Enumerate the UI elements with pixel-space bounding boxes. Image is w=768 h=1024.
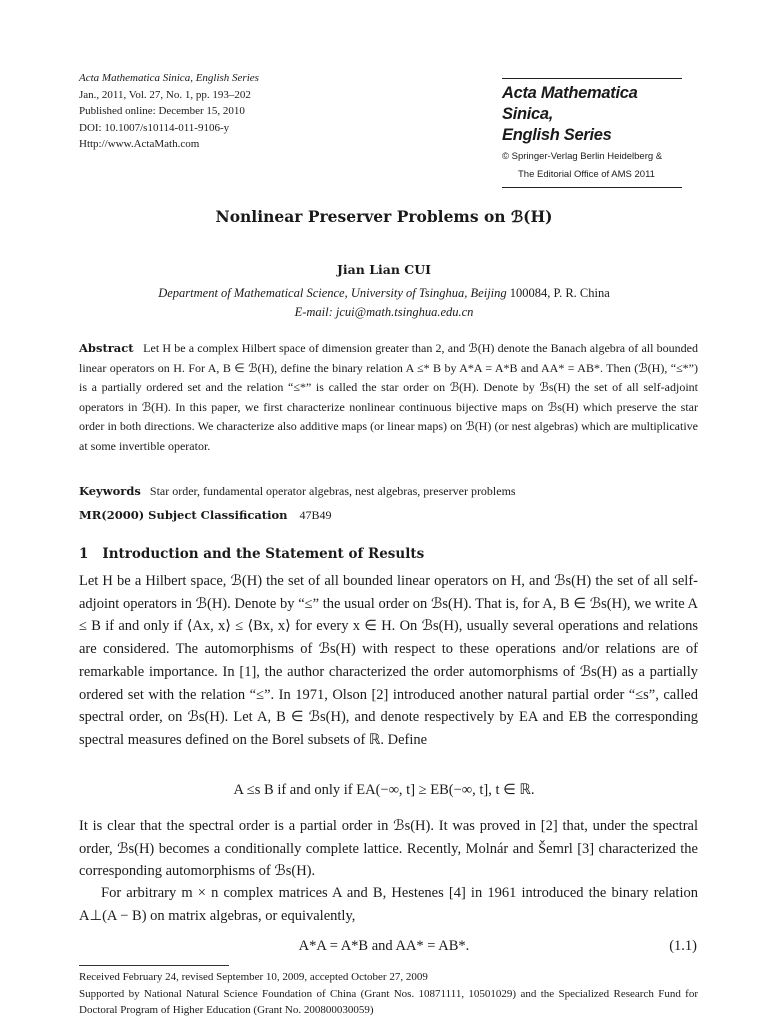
journal-logo-box [502,78,682,188]
body-paragraph-1: Let H be a Hilbert space, ℬ(H) the set of all bounded linear operators on H, and ℬs(H) the set of all self-adjoint operators in ℬ(H). Denote by “≤” the usual order on ℬs(H). That is, for A, B ∈ ℬs(H), we write A ≤ B if and only if ⟨Ax, x⟩ ≤ ⟨Bx, x⟩ for every x ∈ H. On ℬs(H), usually several operations and relations are considered. The automorphisms of ℬs(H) with respect to these operations and/or relations are of remarkable importance. In [1], the author characterized the order automorphisms of ℬs(H) as a partially ordered set with the relation “≤”. In 1971, Olson [2] introduced another natural partial order “≤s”, called spectral order, on ℬs(H). Let A, B ∈ ℬs(H), and denote respectively by EA and EB the corresponding spectral measures defined on the Borel subsets of ℝ. Define [79,573,698,748]
msc-classification [79,506,698,525]
footnote-rule [79,965,229,966]
display-equation-1-1: A*A = A*B and AA* = AB*. [298,938,470,954]
journal-box-title-2: English Series [502,126,612,144]
msc-label: MR(2000) Subject Classification [79,508,288,522]
abstract-label: Abstract [79,341,134,355]
doi-line: DOI: 10.1007/s10114-011-9106-y [79,121,230,134]
paper-title: Nonlinear Preserver Problems on ℬ(H) [215,207,553,226]
journal-box-title-1: Acta Mathematica Sinica, [502,84,638,123]
keywords-text: Star order, fundamental operator algebras, nest algebras, preserver problems [149,484,516,498]
footnote-support: Supported by National Natural Science Foundation of China (Grant Nos. 10871111, 10501029) and the Specialized Research Fund for Doctoral Program of Higher Education (Grant No. 200800030059) [79,987,698,1016]
body-paragraph-3: For arbitrary m × n complex matrices A and B, Hestenes [4] in 1961 introduced the binary relation A⊥(A − B) on matrix algebras, or equivalently, [79,885,698,924]
section-heading [79,546,424,562]
display-equation-spectral-order: A ≤s B if and only if EA(−∞, t] ≥ EB(−∞, t], t ∈ ℝ. [233,782,535,798]
copyright-line-1: © Springer-Verlag Berlin Heidelberg & [502,151,663,162]
msc-code: 47B49 [299,508,332,522]
affiliation-location: 100084, P. R. China [506,286,610,300]
footnote [79,969,698,1019]
author-affiliation [0,284,768,322]
author-name: Jian Lian CUI [337,262,431,277]
body-paragraph-2: It is clear that the spectral order is a partial order in ℬs(H). It was proved in [2] that, under the spectral order, ℬs(H) becomes a conditionally complete lattice. Recently, Molnár and Šemrl [3] characterized the corresponding automorphisms of ℬs(H). [79,818,698,880]
copyright-line-2: The Editorial Office of AMS 2011 [518,168,655,180]
journal-header-info [79,70,409,153]
keywords-label: Keywords [79,484,141,498]
affiliation-text: Department of Mathematical Science, University of Tsinghua, Beijing [158,286,507,300]
section-number: 1 [79,546,89,562]
journal-name-line: Acta Mathematica Sinica, English Series [79,72,259,84]
keywords [79,482,698,501]
abstract-text: Let H be a complex Hilbert space of dimension greater than 2, and ℬ(H) denote the Banach algebra of all bounded linear operators on H. For A, B ∈ ℬ(H), define the binary relation A ≤* B by A*A = A*B and AA* = AB*. Then (ℬ(H), “≤*”) is a partially ordered set and the relation “≤*” is called the star order on ℬ(H). Denote by ℬs(H) the set of all self-adjoint operators in ℬ(H). In this paper, we first characterize nonlinear continuous bijective maps on ℬs(H) which preserve the star order in both directions. We characterize also additive maps (or linear maps) on ℬ(H) (or nest algebras) which are multiplicative at some invertible operator. [79,341,698,453]
section-title: Introduction and the Statement of Results [102,546,425,562]
equation-number: (1.1) [669,938,697,954]
issue-line: Jan., 2011, Vol. 27, No. 1, pp. 193–202 [79,88,251,101]
abstract [79,339,698,457]
footnote-received: Received February 24, revised September 10, 2009, accepted October 27, 2009 [79,971,428,983]
url-line[interactable]: Http://www.ActaMath.com [79,138,200,150]
author-email[interactable]: E-mail: jcui@math.tsinghua.edu.cn [294,305,474,319]
published-line: Published online: December 15, 2010 [79,105,245,117]
